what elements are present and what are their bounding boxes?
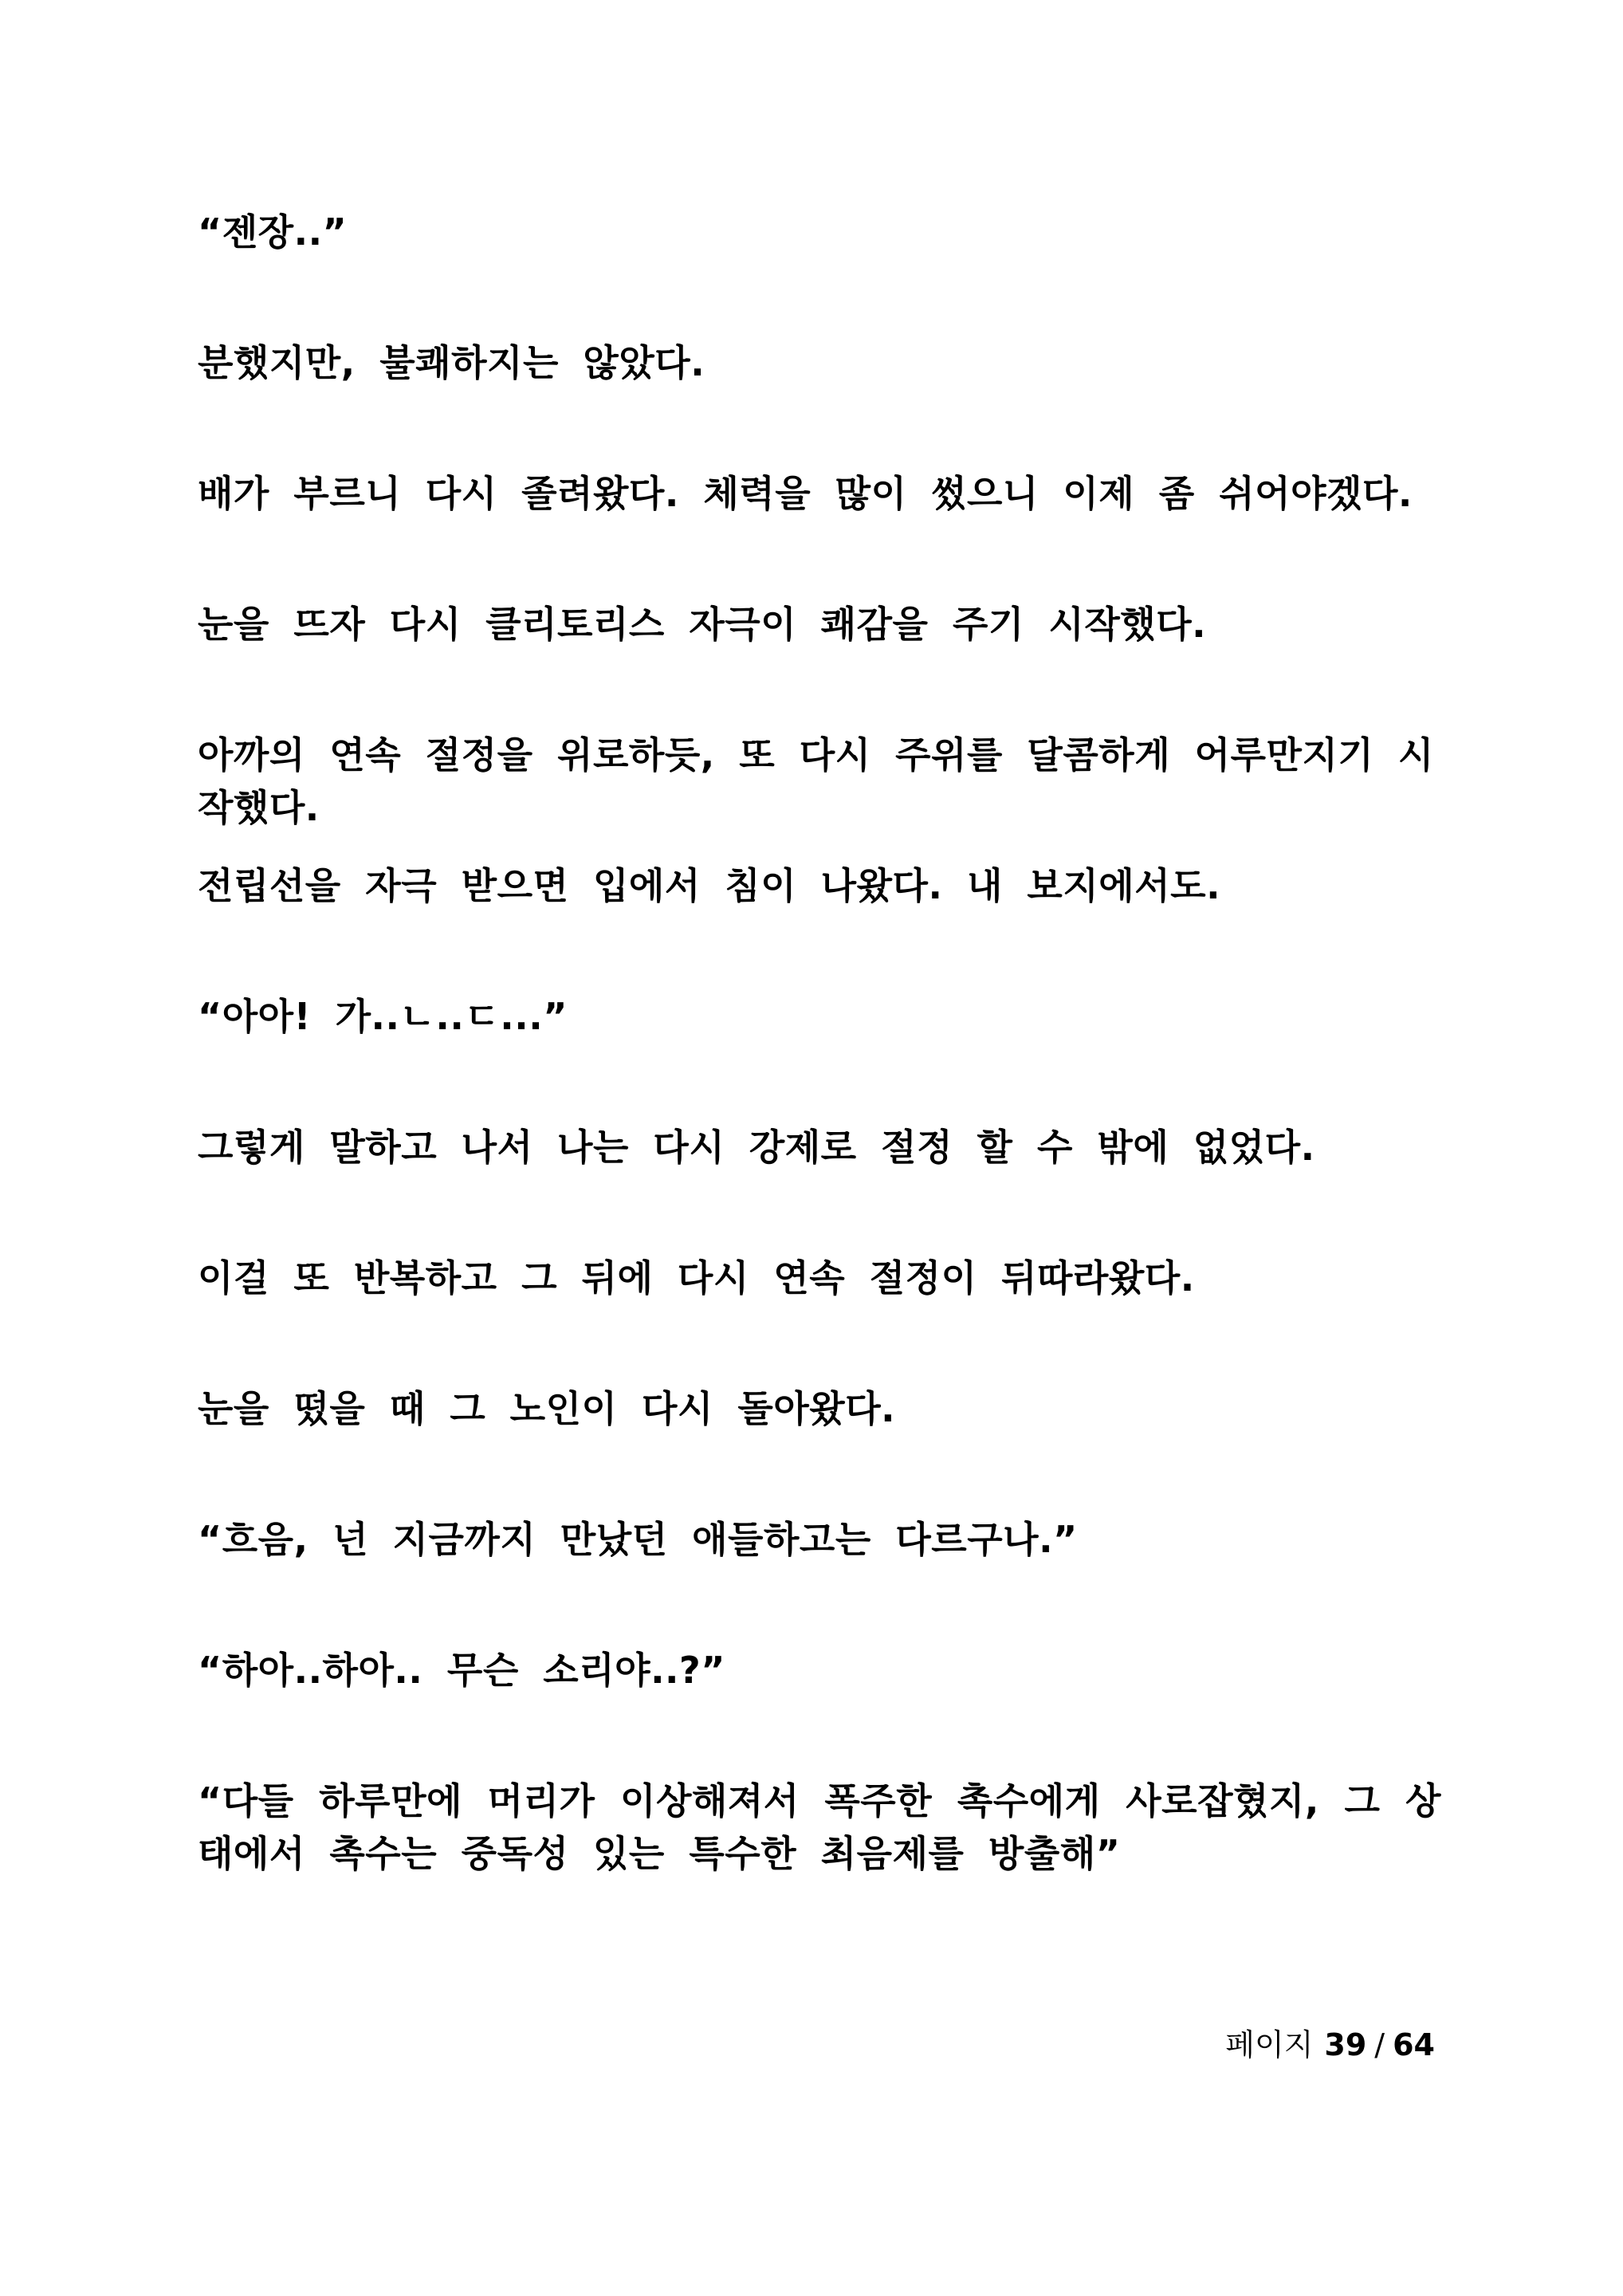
page-number-footer — [1225, 2025, 1435, 2065]
page-separator: / — [1374, 2027, 1385, 2062]
paragraph: 이걸 또 반복하고 그 뒤에 다시 연속 절정이 뒤따라왔다. — [198, 1256, 1195, 1299]
paragraph: 전립선을 자극 받으면 입에서 침이 나왔다. 내 보지에서도. — [198, 864, 1221, 907]
paragraph: “아아! 가..ㄴ..ㄷ...” — [198, 995, 568, 1038]
total-pages-number: 64 — [1393, 2027, 1435, 2062]
paragraph: 눈을 떴을 때 그 노인이 다시 돌아왔다. — [198, 1387, 896, 1430]
paragraph: 배가 부르니 다시 졸려왔다. 체력을 많이 썼으니 이제 좀 쉬어야겠다. — [198, 472, 1413, 515]
paragraph: 아까의 연속 절정을 위로하듯, 또 다시 주위를 달콤하게 어루만지기 시작했다. — [198, 733, 1434, 829]
page-label: 페이지 — [1225, 2027, 1314, 2062]
current-page-number: 39 — [1324, 2027, 1367, 2062]
paragraph: 눈을 뜨자 다시 클리토리스 자극이 쾌감을 주기 시작했다. — [198, 603, 1207, 646]
paragraph: 분했지만, 불쾌하지는 않았다. — [198, 341, 705, 384]
paragraph: “하아..하아.. 무슨 소리야..?” — [198, 1649, 725, 1692]
paragraph: “다들 하루만에 머리가 이상해져서 폭주한 촉수에게 사로잡혔지, 그 상태에서 촉수는 중독성 있는 특수한 최음제를 방출해” — [198, 1779, 1441, 1875]
paragraph: “젠장..” — [198, 210, 348, 254]
paragraph: “흐음, 넌 지금까지 만났던 애들하고는 다르구나.” — [198, 1518, 1078, 1561]
paragraph: 그렇게 말하고 나서 나는 다시 강제로 절정 할 수 밖에 없었다. — [198, 1126, 1315, 1169]
